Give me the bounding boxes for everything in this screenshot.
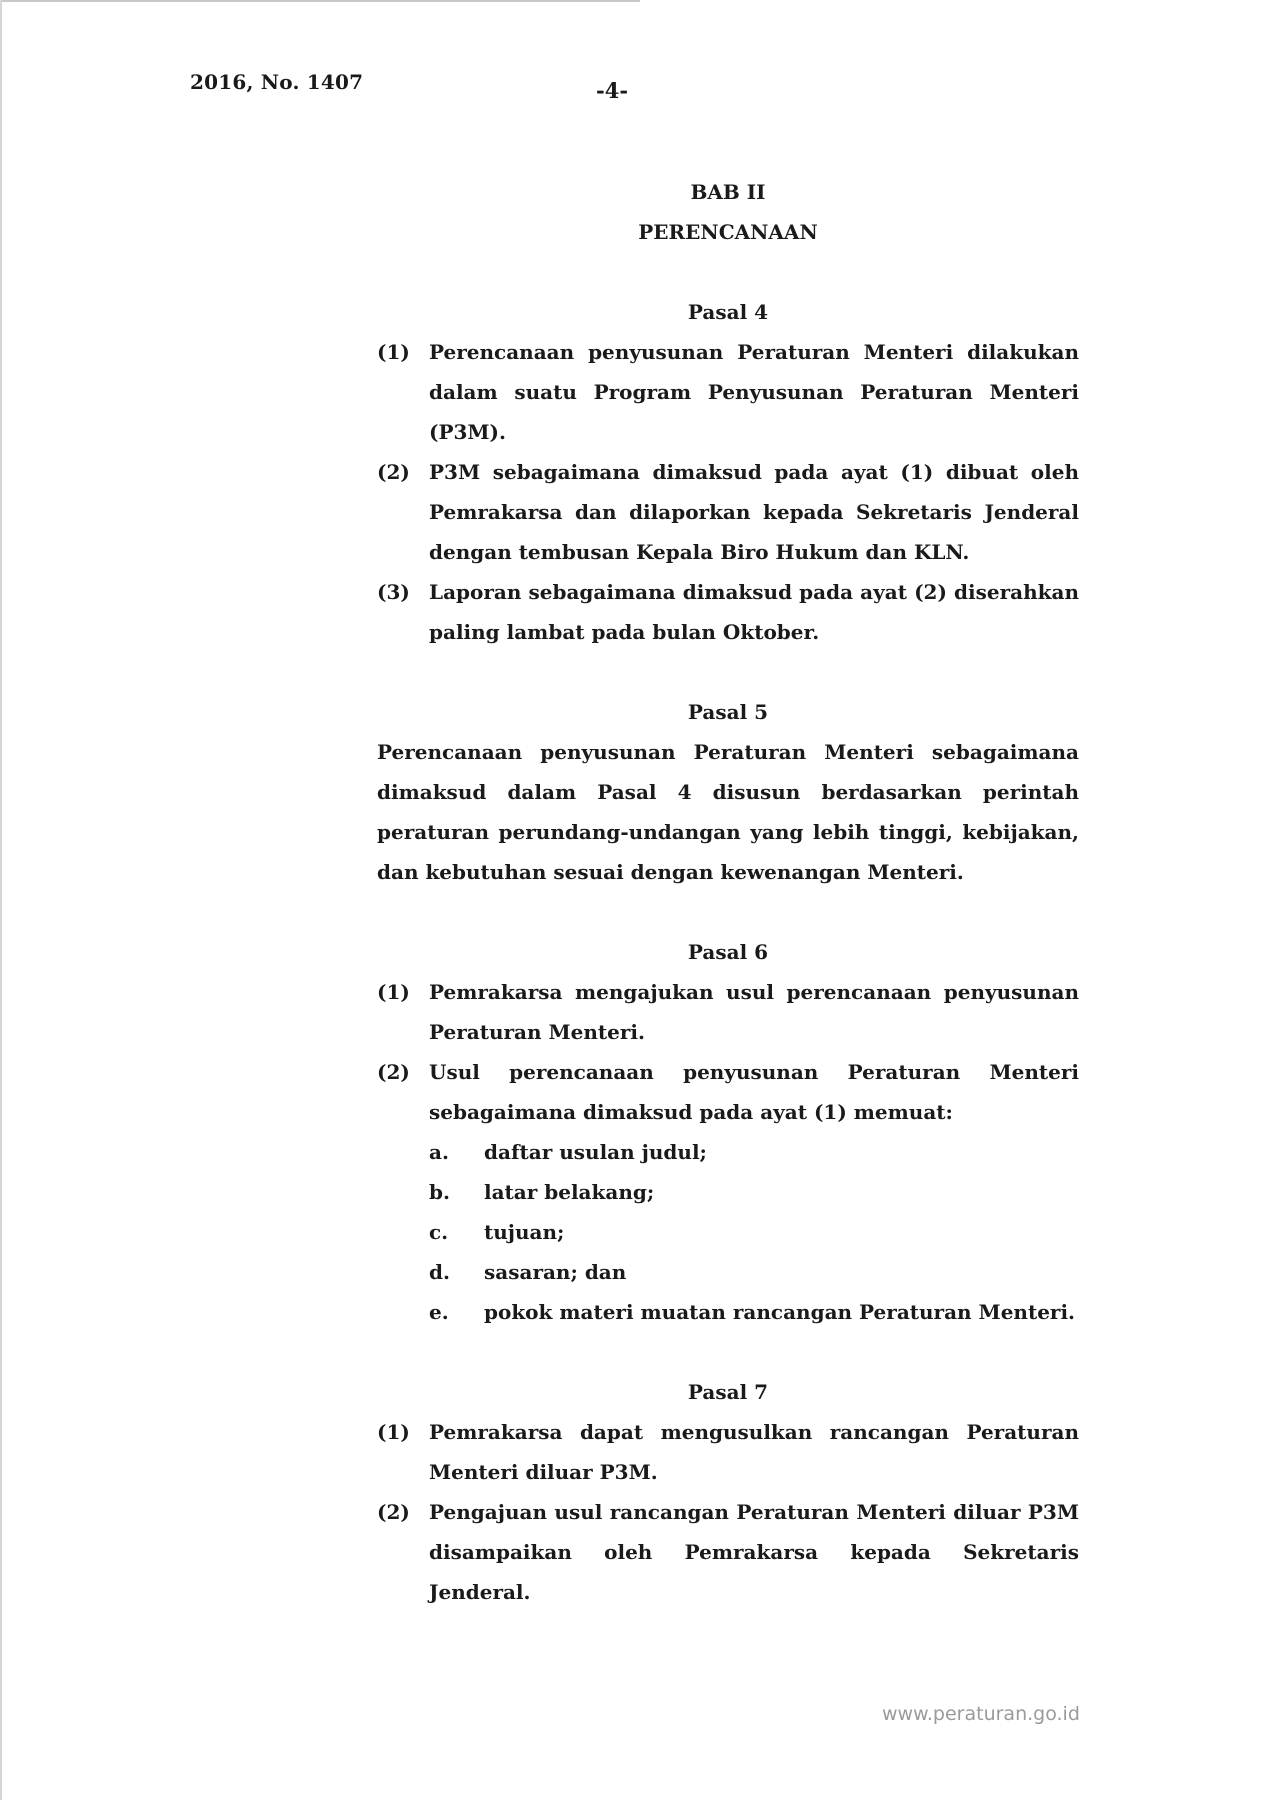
chapter-title: PERENCANAAN: [638, 220, 818, 244]
pasal-6-item: [377, 972, 1079, 1052]
sub-item-letter: c.: [429, 1220, 449, 1244]
pasal-5-title: Pasal 5: [687, 700, 769, 724]
sub-item: [429, 1132, 1079, 1172]
sub-item: [429, 1292, 1079, 1332]
sub-item-letter: e.: [429, 1300, 449, 1324]
sub-item-text: latar belakang;: [484, 1180, 655, 1204]
scan-edge-top: [0, 0, 640, 2]
pasal-6-item: [377, 1052, 1079, 1332]
sub-item-letter: a.: [429, 1140, 449, 1164]
pasal-7-title: Pasal 7: [687, 1380, 769, 1404]
item-number: (3): [377, 580, 410, 604]
item-text: Perencanaan penyusunan Peraturan Menteri dilakukan dalam suatu Program Penyusunan Peraturan Menteri (P3M).: [429, 340, 1079, 444]
item-number: (2): [377, 460, 410, 484]
item-text: Usul perencanaan penyusunan Peraturan Menteri sebagaimana dimaksud pada ayat (1) memuat:: [429, 1060, 1079, 1124]
item-number: (1): [377, 1420, 410, 1444]
item-number: (1): [377, 980, 410, 1004]
sub-item-text: daftar usulan judul;: [484, 1140, 707, 1164]
item-body: [429, 1052, 1079, 1332]
pasal-7-item: [377, 1412, 1079, 1492]
sub-item: [429, 1172, 1079, 1212]
document-body: [377, 172, 1079, 1612]
pasal-7-item: [377, 1492, 1079, 1612]
sub-item-text: tujuan;: [484, 1220, 565, 1244]
item-text: Pemrakarsa mengajukan usul perencanaan penyusunan Peraturan Menteri.: [429, 980, 1079, 1044]
item-text: P3M sebagaimana dimaksud pada ayat (1) dibuat oleh Pemrakarsa dan dilaporkan kepada Sekretaris Jenderal dengan tembusan Kepala Biro Hukum dan KLN.: [429, 460, 1079, 564]
sub-item-letter: d.: [429, 1260, 450, 1284]
pasal-5-text: Perencanaan penyusunan Peraturan Menteri sebagaimana dimaksud dalam Pasal 4 disusun berdasarkan perintah peraturan perundang-undangan yang lebih tinggi, kebijakan, dan kebutuhan sesuai dengan kewenangan Menteri.: [377, 740, 1079, 884]
item-number: (2): [377, 1060, 410, 1084]
item-number: (1): [377, 340, 410, 364]
sub-item: [429, 1212, 1079, 1252]
pasal-4-item: [377, 452, 1079, 572]
page-number: -4-: [596, 78, 629, 103]
chapter-number: BAB II: [690, 180, 766, 204]
sub-item-letter: b.: [429, 1180, 450, 1204]
sub-item-text: sasaran; dan: [484, 1260, 627, 1284]
item-text: Pengajuan usul rancangan Peraturan Menteri diluar P3M disampaikan oleh Pemrakarsa kepada Sekretaris Jenderal.: [429, 1500, 1079, 1604]
document-reference: 2016, No. 1407: [190, 70, 364, 94]
footer-website: www.peraturan.go.id: [882, 1703, 1080, 1725]
sub-item-text: pokok materi muatan rancangan Peraturan Menteri.: [484, 1300, 1076, 1324]
sub-item: [429, 1252, 1079, 1292]
item-text: Laporan sebagaimana dimaksud pada ayat (2) diserahkan paling lambat pada bulan Oktober.: [429, 580, 1079, 644]
item-number: (2): [377, 1500, 410, 1524]
pasal-4-item: [377, 332, 1079, 452]
pasal-4-item: [377, 572, 1079, 652]
scan-edge-left: [0, 0, 2, 1800]
item-text: Pemrakarsa dapat mengusulkan rancangan Peraturan Menteri diluar P3M.: [429, 1420, 1079, 1484]
pasal-6-title: Pasal 6: [687, 940, 769, 964]
pasal-4-title: Pasal 4: [687, 300, 769, 324]
